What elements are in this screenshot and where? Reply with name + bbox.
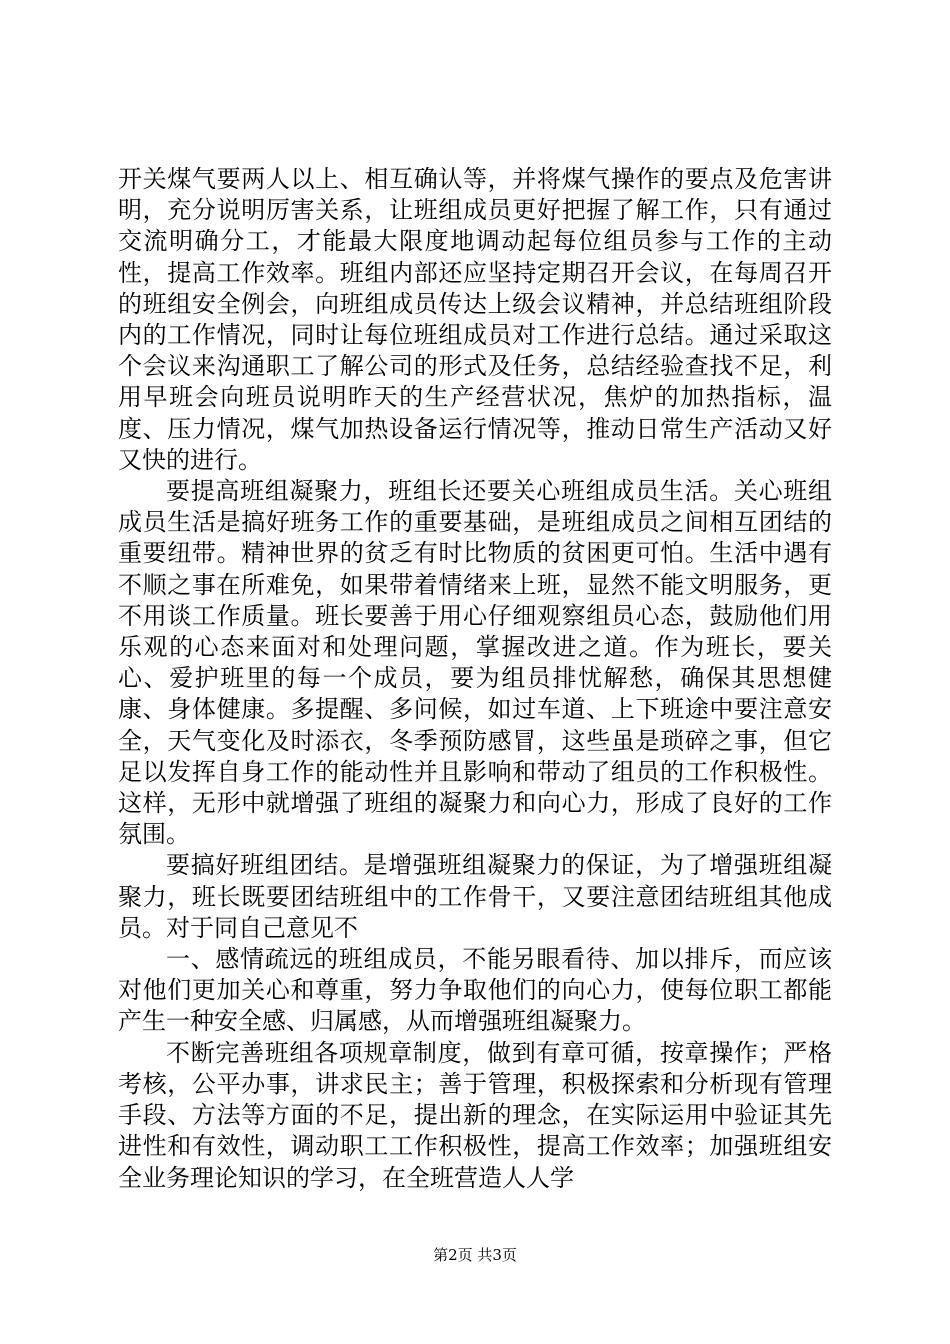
paragraph-1: 开关煤气要两人以上、相互确认等，并将煤气操作的要点及危害讲明，充分说明厉害关系，让班组成员更好把握了解工作，只有通过交流明确分工，才能最大限度地调动起每位组员参与工作的主动性，提高工作效率。班组内部还应坚持定期召开会议，在每周召开的班组安全例会，向班组成员传达上级会议精神，并总结班组阶段内的工作情况，同时让每位班组成员对工作进行总结。通过采取这个会议来沟通职工了解公司的形式及任务，总结经验查找不足，利用早班会向班员说明昨天的生产经营状况，焦炉的加热指标，温度、压力情况，煤气加热设备运行情况等，推动日常生产活动又好又快的进行。 bbox=[118, 165, 832, 474]
paragraph-2: 要提高班组凝聚力，班组长还要关心班组成员生活。关心班组成员生活是搞好班务工作的重要基础，是班组成员之间相互团结的重要纽带。精神世界的贫乏有时比物质的贫困更可怕。生活中遇有不顺之事在所难免，如果带着情绪来上班，显然不能文明服务，更不用谈工作质量。班长要善于用心仔细观察组员心态，鼓励他们用乐观的心态来面对和处理问题，掌握改进之道。作为班长，要关心、爱护班里的每一个成员，要为组员排忧解愁，确保其思想健康、身体健康。多提醒、多问候，如过车道、上下班途中要注意安全，天气变化及时添衣，冬季预防感冒，这些虽是琐碎之事，但它足以发挥自身工作的能动性并且影响和带动了组员的工作积极性。这样，无形中就增强了班组的凝聚力和向心力，形成了良好的工作氛围。 bbox=[118, 477, 832, 849]
page-number-footer: 第2页 共3页 bbox=[433, 1246, 517, 1264]
paragraph-4: 一、感情疏远的班组成员，不能另眼看待、加以排斥，而应该对他们更加关心和尊重，努力争取他们的向心力，使每位职工都能产生一种安全感、归属感，从而增强班组凝聚力。 bbox=[118, 945, 832, 1036]
document-body bbox=[118, 164, 832, 1194]
paragraph-5: 不断完善班组各项规章制度，做到有章可循，按章操作；严格考核，公平办事，讲求民主；善于管理，积极探索和分析现有管理手段、方法等方面的不足，提出新的理念，在实际运用中验证其先进性和有效性，调动职工工作积极性，提高工作效率；加强班组安全业务理论知识的学习，在全班营造人人学 bbox=[118, 1038, 832, 1192]
paragraph-3: 要搞好班组团结。是增强班组凝聚力的保证，为了增强班组凝聚力，班长既要团结班组中的工作骨干，又要注意团结班组其他成员。对于同自己意见不 bbox=[118, 851, 832, 942]
